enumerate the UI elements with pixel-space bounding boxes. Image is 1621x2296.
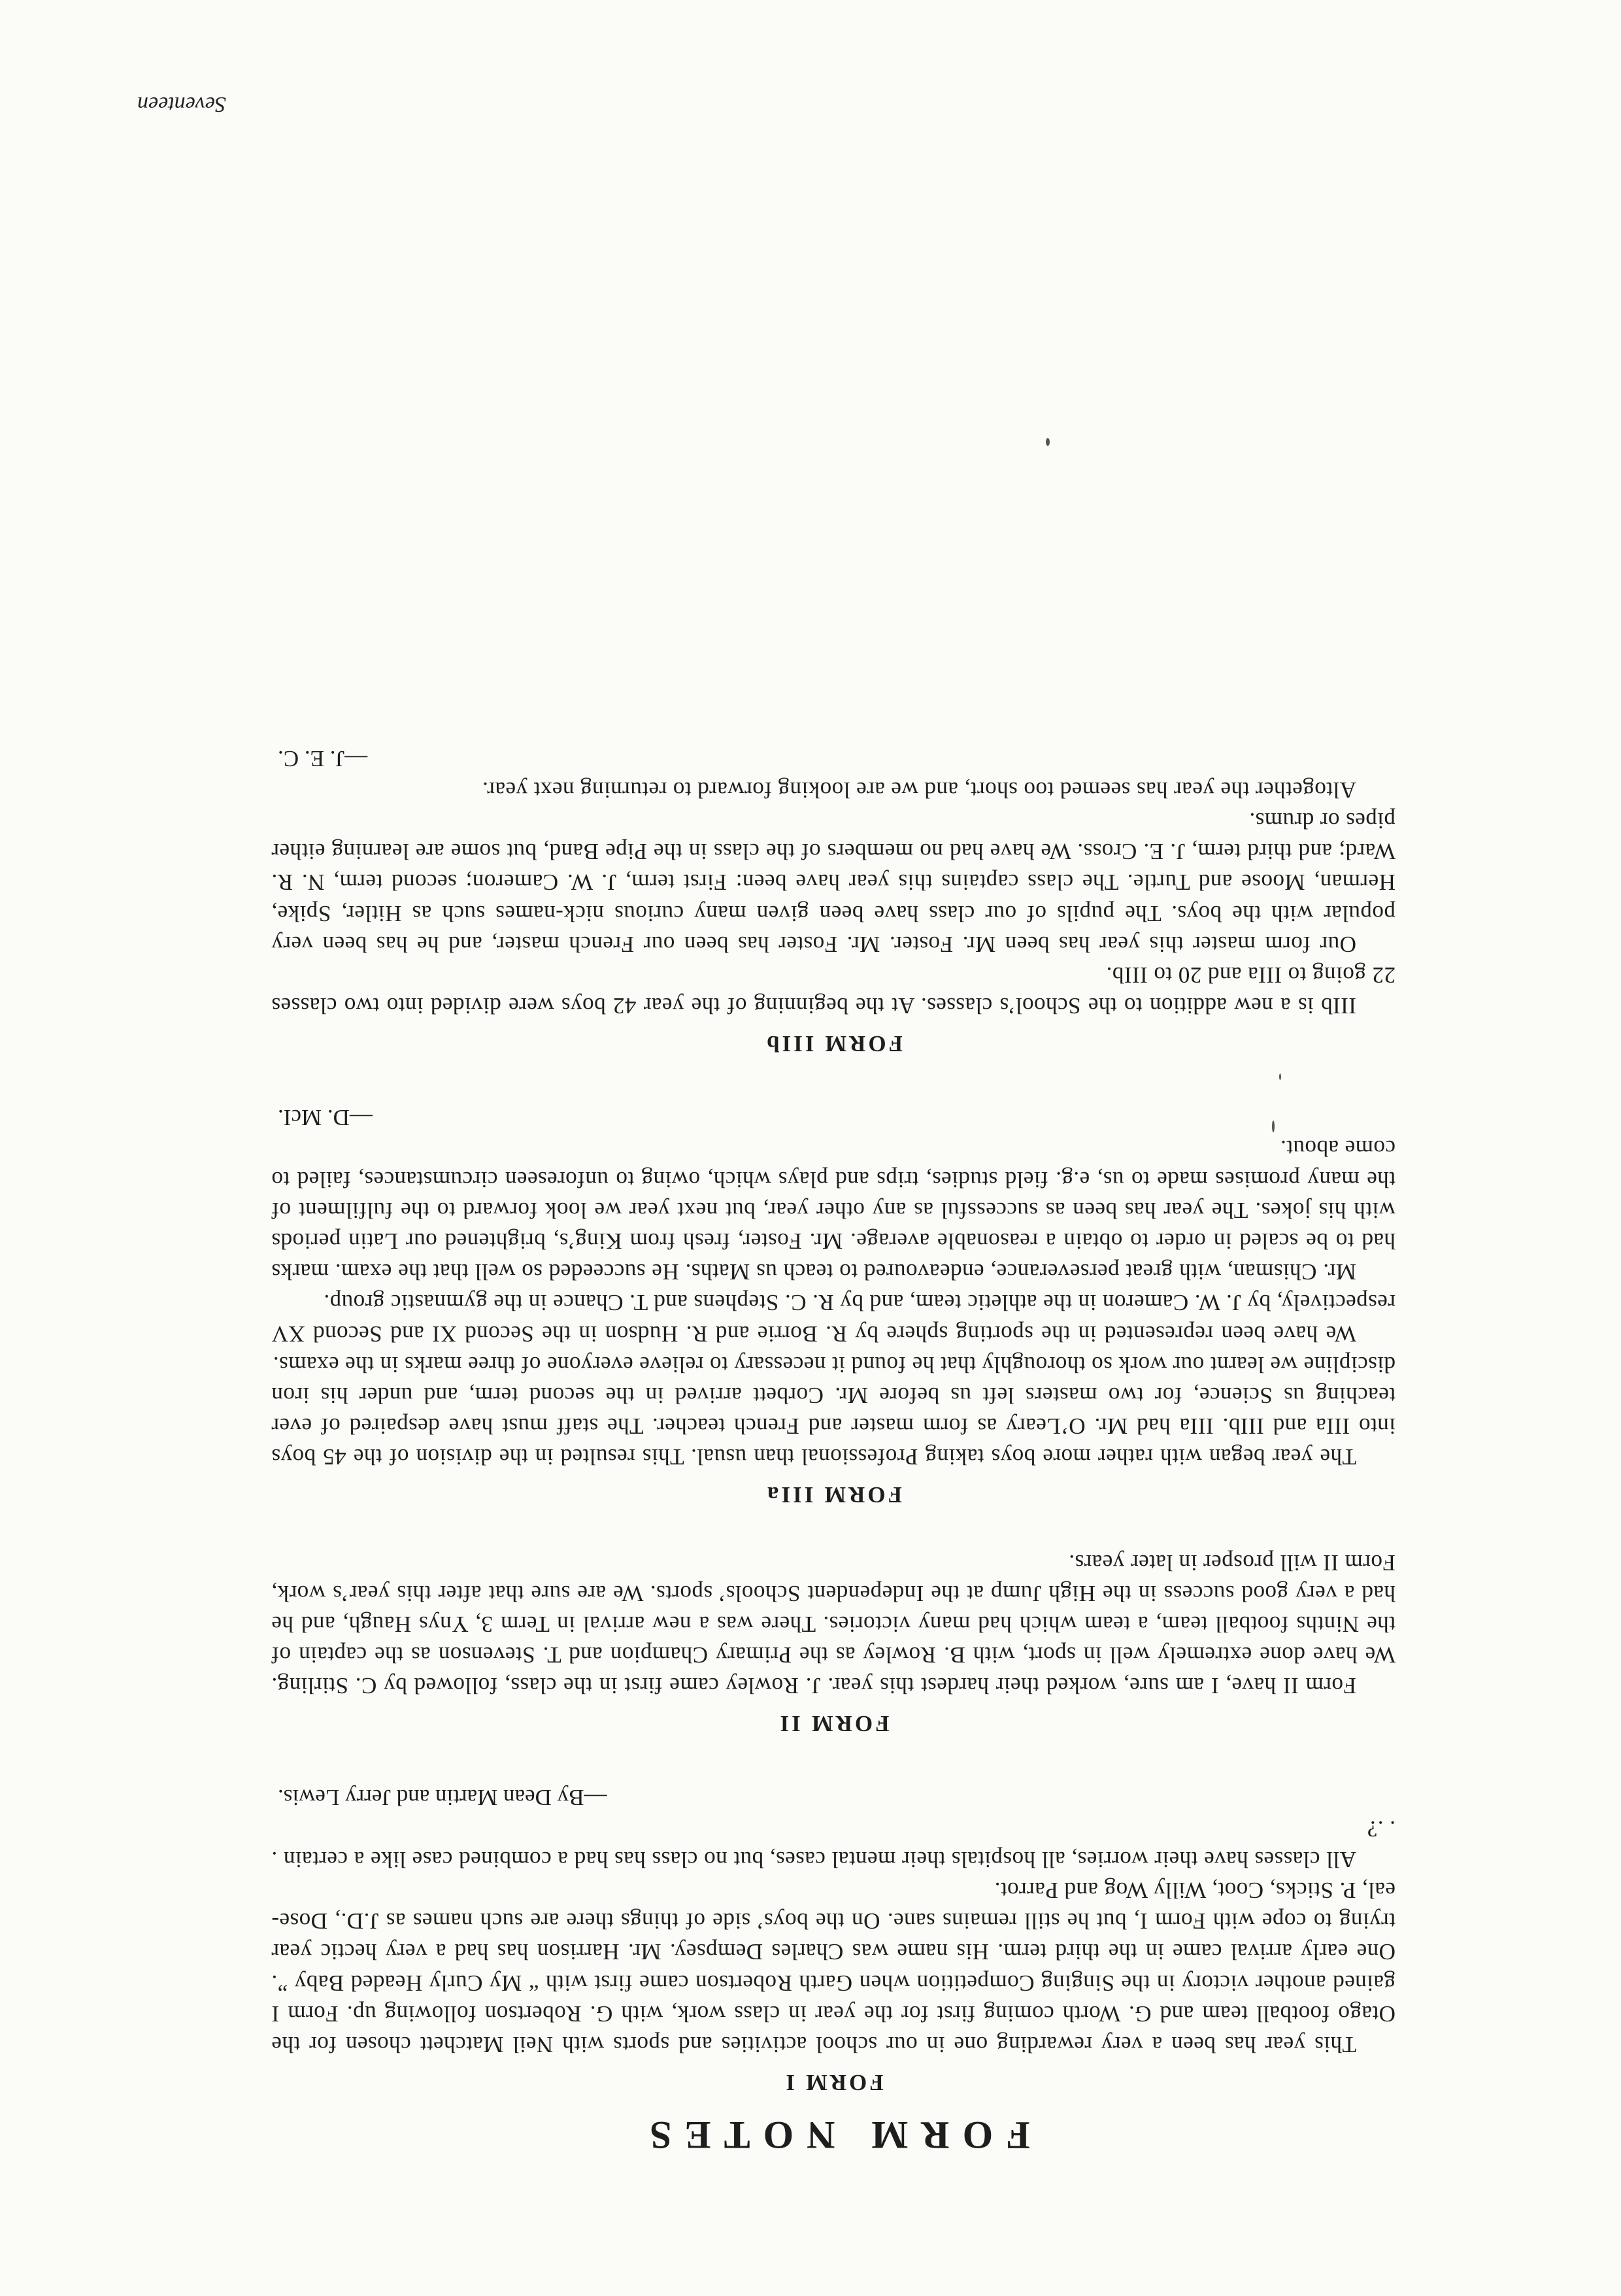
paragraph: Mr. Chisman, with great perseverance, endeavoured to teach us Maths. He succeeded so well that the exam. marks had to be scaled in order to obtain a reasonable average. Mr. Foster, fresh from King’s, brightened our Latin periods with his jokes. The year has been as successful as any other year, but next year we look forward to the fulfilment of the many promises made to us, e.g. field studies, trips and plays which, owing to unforeseen circumstances, failed to come about. bbox=[271, 1136, 1395, 1285]
section-form-iiia bbox=[271, 1102, 1395, 1508]
paragraph: Our form master this year has been Mr. Foster. Mr. Foster has been our French master, and he has been very popular with the boys. The pupils of our class have been given many curious nick-names such as Hitler, Spike, Herman, Moose and Turtle. The class captains this year have been: First term, J. W. Cameron; second term, N. R. Ward; and third term, J. E. Cross. We have had no members of the class in the Pipe Band, but some are learning either pipes or drums. bbox=[271, 807, 1395, 957]
page-title: FORM NOTES bbox=[637, 2114, 1030, 2157]
paragraph: This year has been a very rewarding one in our school activities and sports with Neil Matchett chosen for the Otago football team and G. Worth coming first for the year in class work, with G. Robertson following up. Form I gained another victory in the Singing Competition when Garth Robertson came first with “ My Curly Headed Baby ”. One early arrival came in the third term. His name was Charles Dempsey. Mr. Harrison has had a very hectic year trying to cope with Form I, but he still remains sane. On the boys’ side of things there are such names as J.D., Dose-eal, P. Sticks, Coot, Willy Wog and Parrot. bbox=[271, 1877, 1395, 2057]
section-form-iiib bbox=[271, 744, 1395, 1057]
scan-speck bbox=[1272, 1121, 1275, 1132]
scan-speck bbox=[1046, 438, 1050, 446]
paragraph: The year began with rather more boys taking Professional than usual. This resulted in the division of the 45 boys into IIIa and IIIb. IIIa had Mr. O’Leary as form master and French teacher. The staff must have despaired of ever teaching us Science, for two masters left us before Mr. Corbett arrived in the second term, and under his iron discipline we learnt our work so thoroughly that he found it necessary to relieve everyone of three marks in the exams. bbox=[271, 1351, 1395, 1470]
section-heading: FORM II bbox=[777, 1711, 890, 1737]
page-content bbox=[271, 698, 1395, 2158]
paragraph: All classes have their worries, all hospitals their mental cases, but no class has had a combined case like a certain . . .? bbox=[271, 1815, 1395, 1872]
signature: —By Dean Martin and Jerry Lewis. bbox=[278, 1785, 607, 1811]
section-form-i bbox=[271, 1782, 1395, 2095]
signature: —J. E. C. bbox=[278, 746, 368, 772]
page-number: Seventeen bbox=[137, 92, 226, 116]
paragraph: IIIb is a new addition to the School’s classes. At the beginning of the year 42 boys were divided into two classes 22 going to IIIa and 20 to IIIb. bbox=[271, 962, 1395, 1019]
section-heading: FORM IIIa bbox=[764, 1482, 903, 1508]
section-heading: FORM IIIb bbox=[764, 1031, 903, 1057]
paragraph: Form II have, I am sure, worked their hardest this year. J. Rowley came first in the class, followed by C. Stirling. We have done extremely well in sport, with B. Rowley as the Primary Champion and T. Stevenson as the captain of the Ninths football team, a team which had many victories. There was a new arrival in Term 3, Ynys Haugh, and he had a very good success in the High Jump at the Independent Schools’ sports. We are sure that after this year’s work, Form II will prosper in later years. bbox=[271, 1549, 1395, 1699]
section-form-ii bbox=[271, 1547, 1395, 1736]
section-heading: FORM I bbox=[783, 2070, 884, 2095]
signature: —D. McI. bbox=[278, 1105, 373, 1131]
scan-speck bbox=[1279, 1073, 1281, 1080]
paragraph: We have been represented in the sporting sphere by R. Borrie and R. Hudson in the Second XI and Second XV respectively, by J. W. Cameron in the athletic team, and by R. C. Stephens and T. Chance in the gymnastic group. bbox=[271, 1290, 1395, 1347]
paragraph: Altogether the year has seemed too short, and we are looking forward to returning next year. bbox=[482, 777, 1356, 803]
